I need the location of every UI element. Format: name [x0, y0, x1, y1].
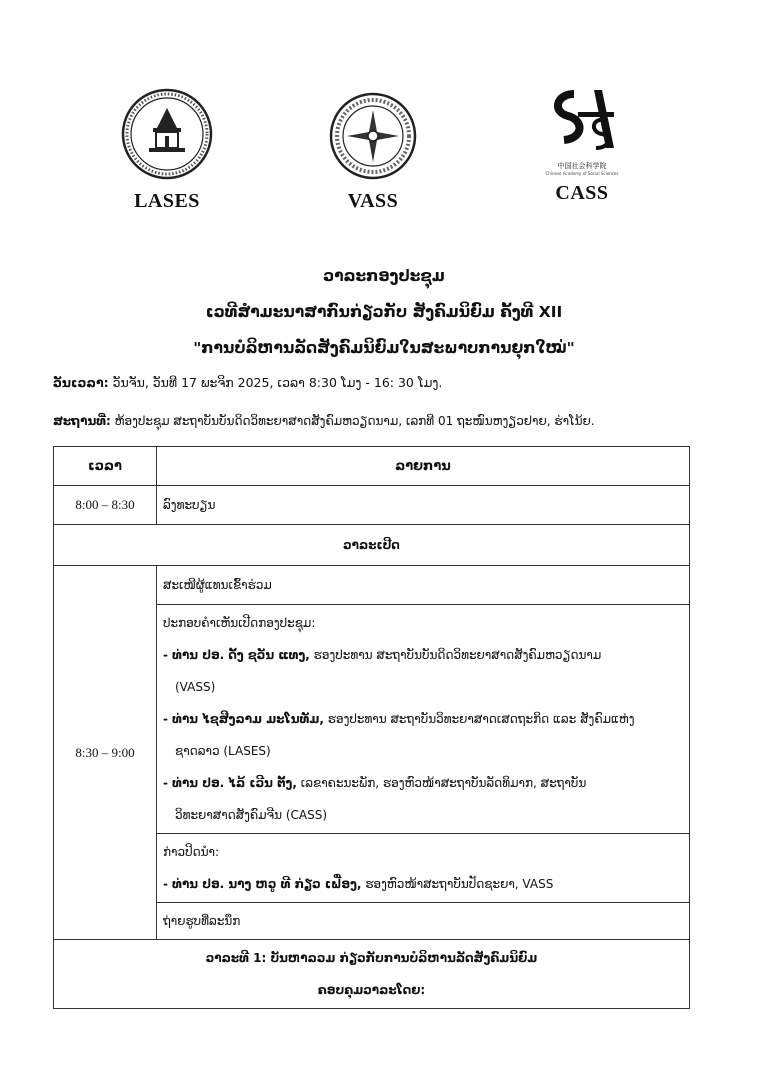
speaker-1-role-cont: (VASS) [175, 680, 216, 694]
speaker-3-role-cont: ວິທະຍາສາດສັງຄົມຈີນ (CASS) [175, 808, 328, 822]
opening-speeches-label: ປະກອບຄຳເຫັນເປີດກອງປະຊຸມ: [163, 616, 316, 630]
cass-logo [522, 88, 642, 205]
title-line-1: ວາລະກອງປະຊຸມ [323, 267, 445, 285]
agenda-table [53, 446, 690, 1009]
row1-time: 8:00 – 8:30 [54, 486, 157, 525]
date-time-label: ວັນເວລາ: [53, 375, 109, 390]
lases-logo [112, 88, 222, 213]
speaker-1-name: - ທ່ານ ປອ. ດັ້ງ ຊວັນ ແທງ, [163, 648, 310, 662]
lases-emblem-icon [121, 88, 213, 180]
speaker-1-role: ຮອງປະທານ ສະຖາບັນບັນດິດວິທະຍາສາດສັງຄົມຫວຽດນາມ [309, 648, 602, 662]
session-1-chair: ຄອບຄຸມວາລະໂດຍ: [317, 983, 426, 997]
block-time: 8:30 – 9:00 [54, 566, 157, 940]
speaker-4-name: - ທ່ານ ປອ. ນາງ ຫວູ ທີ ກ່ຽວ ເຟື່ອງ, [163, 877, 362, 891]
header-time: ເວລາ [54, 447, 157, 486]
speaker-3-role: ເລຂາຄະນະພັກ, ຮອງຫົວໜ້າສະຖາບັນລັດທິມາກ, ສະຖາບັນ [296, 776, 587, 790]
row1-item: ລົງທະບຽນ [157, 486, 690, 525]
session-1-cell [54, 940, 690, 1009]
photo-item: ຖ່າຍຮູບທີ່ລະນຶກ [157, 903, 690, 940]
header-item: ລາຍການ [157, 447, 690, 486]
cass-chinese-caption: 中国社会科学院 [557, 162, 607, 170]
venue-value: ຫ້ອງປະຊຸມ ສະຖາບັນບັນດິດວິທະຍາສາດສັງຄົມຫວຽດນາມ, ເລກທີ 01 ຖະໜົນຫງຽວຢາຍ, ຮ່າໂນ້ຍ. [110, 414, 595, 428]
table-header-row [54, 447, 690, 486]
date-time-line [53, 375, 733, 390]
venue-line [53, 414, 733, 428]
vass-emblem-icon [329, 92, 417, 180]
table-row [54, 486, 690, 525]
speaker-2 [163, 703, 683, 735]
opening-session-title: ວາລະເປີດ [54, 525, 690, 566]
title-line-3: "ການບໍລິຫານລັດສັງຄົມນິຍົມໃນສະພາບການຍຸກໃໝ່" [193, 339, 575, 357]
speaker-2-name: - ທ່ານ ໄຊສີງລາມ ມະໂນທັມ, [163, 712, 324, 726]
table-row [54, 566, 690, 605]
date-time-value: ວັນຈັນ, ວັນທີ 17 ພະຈິກ 2025, ເວລາ 8:30 ໂມງ - 16: 30 ໂມງ. [108, 375, 443, 390]
remarks-label: ກ່າວປິດນຳ: [163, 845, 220, 859]
venue-label: ສະຖານທີ່: [53, 414, 111, 428]
speaker-3-name: - ທ່ານ ປອ. ໄລ້ ເວີນ ຕັ້ງ, [163, 776, 297, 790]
opening-session-row [54, 525, 690, 566]
session-1-title: ວາລະທີ 1: ບັນຫາລວມ ກ່ຽວກັບການບໍລິຫານລັດສັງຄົມນິຍົມ [205, 951, 538, 965]
speaker-1 [163, 639, 683, 671]
logo-row [0, 88, 768, 218]
remarks-cell [157, 834, 690, 903]
vass-logo [318, 92, 428, 213]
vass-name: VASS [347, 190, 399, 212]
cass-english-caption: Chinese Academy of Social Sciences [545, 171, 619, 176]
session-1-row [54, 940, 690, 1009]
speaker-3 [163, 767, 683, 799]
speaker-2-role-cont: ຊາດລາວ (LASES) [175, 744, 271, 758]
welcome-item: ສະເໜີຜູ້ແທນເຂົ້າຮ່ວມ [157, 566, 690, 605]
cass-emblem-icon [544, 88, 620, 160]
speaker-4 [163, 868, 683, 900]
title-line-2: ເວທີສຳມະນາສາກົນກ່ຽວກັບ ສັງຄົມນິຍົມ ຄັ້ງທີ XII [205, 303, 563, 321]
lases-name: LASES [134, 190, 200, 212]
agenda-title [0, 258, 768, 366]
opening-speeches-cell [157, 605, 690, 834]
speaker-4-role: ຮອງຫົວໜ້າສະຖາບັນປັດຊະຍາ, VASS [361, 877, 554, 891]
speaker-2-role: ຮອງປະທານ ສະຖາບັນວິທະຍາສາດເສດຖະກິດ ແລະ ສັງຄົມແຫ່ງ [323, 712, 635, 726]
cass-name: CASS [555, 182, 609, 204]
